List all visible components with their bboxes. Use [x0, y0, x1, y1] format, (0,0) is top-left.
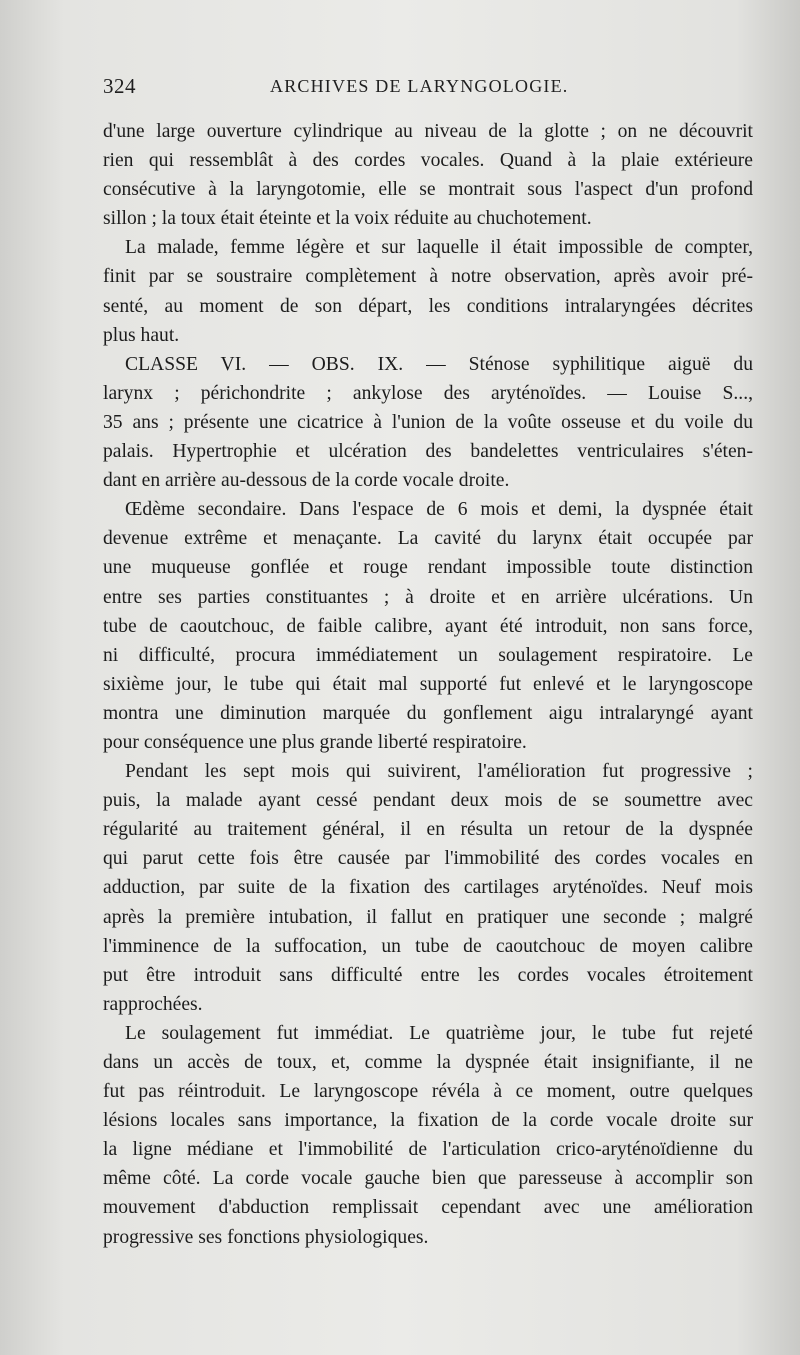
text-line: devenue extrême et menaçante. La cavité du larynx était occupée par — [103, 528, 753, 550]
text-line: palais. Hypertrophie et ulcération des bandelettes ventriculaires s'éten- — [103, 441, 753, 463]
text-line: même côté. La corde vocale gauche bien que paresseuse à accomplir son — [103, 1168, 753, 1190]
text-line: régularité au traitement général, il en résulta un retour de la dyspnée — [103, 819, 753, 841]
text-line: consécutive à la laryngotomie, elle se montrait sous l'aspect d'un profond — [103, 179, 753, 201]
text-line: après la première intubation, il fallut en pratiquer une seconde ; malgré — [103, 906, 753, 928]
text-line: sixième jour, le tube qui était mal supporté fut enlevé et le laryngoscope — [103, 673, 753, 695]
text-line: une muqueuse gonflée et rouge rendant impossible toute distinction — [103, 557, 753, 579]
body-text — [103, 117, 753, 1252]
page-number: 324 — [103, 74, 136, 98]
text-line: Le soulagement fut immédiat. Le quatrième jour, le tube fut rejeté — [125, 1022, 753, 1044]
text-line: senté, au moment de son départ, les conditions intralaryngées décrites — [103, 295, 753, 317]
text-line: qui parut cette fois être causée par l'immobilité des cordes vocales en — [103, 848, 753, 870]
text-line: l'imminence de la suffocation, un tube de caoutchouc de moyen calibre — [103, 935, 753, 957]
text-line: lésions locales sans importance, la fixation de la corde vocale droite sur — [103, 1110, 753, 1132]
text-line: put être introduit sans difficulté entre les cordes vocales étroitement — [103, 964, 753, 986]
text-line: dans un accès de toux, et, comme la dyspnée était insignifiante, il ne — [103, 1052, 753, 1073]
text-line: la ligne médiane et l'immobilité de l'articulation crico-aryténoïdienne du — [103, 1139, 753, 1161]
observation-heading: CLASSE VI. — OBS. IX. — Sténose syphilitique aiguë du — [125, 353, 753, 375]
text-line: plus haut. — [103, 324, 180, 346]
text-line: tube de caoutchouc, de faible calibre, ayant été introduit, non sans force, — [103, 615, 753, 637]
text-line: La malade, femme légère et sur laquelle il était impossible de compter, — [125, 237, 753, 259]
text-line: entre ses parties constituantes ; à droite et en arrière ulcérations. Un — [103, 586, 753, 608]
journal-title: ARCHIVES DE LARYNGOLOGIE. — [270, 76, 569, 96]
text-line: ni difficulté, procura immédiatement un soulagement respiratoire. Le — [103, 644, 753, 666]
text-line: fut pas réintroduit. Le laryngoscope révéla à ce moment, outre quelques — [103, 1081, 753, 1103]
text-line: finit par se soustraire complètement à notre observation, après avoir pré- — [103, 266, 753, 288]
text-line: dant en arrière au-dessous de la corde vocale droite. — [103, 470, 510, 492]
text-line: pour conséquence une plus grande liberté respiratoire. — [103, 731, 527, 753]
text-line: d'une large ouverture cylindrique au niveau de la glotte ; on ne découvrit — [103, 121, 753, 142]
text-line: montra une diminution marquée du gonflement aigu intralaryngé ayant — [103, 702, 753, 724]
text-line: progressive ses fonctions physiologiques. — [103, 1226, 429, 1248]
text-line: sillon ; la toux était éteinte et la voix réduite au chuchotement. — [103, 208, 592, 230]
text-line: mouvement d'abduction remplissait cependant avec une amélioration — [103, 1197, 753, 1219]
text-line: rien qui ressemblât à des cordes vocales. Quand à la plaie extérieure — [103, 150, 753, 172]
text-line: Œdème secondaire. Dans l'espace de 6 mois et demi, la dyspnée était — [125, 499, 753, 521]
text-line: larynx ; périchondrite ; ankylose des aryténoïdes. — Louise S..., — [103, 382, 753, 404]
text-line: rapprochées. — [103, 993, 203, 1015]
text-line: Pendant les sept mois qui suivirent, l'amélioration fut progressive ; — [125, 761, 753, 783]
text-line: adduction, par suite de la fixation des cartilages aryténoïdes. Neuf mois — [103, 877, 753, 899]
text-line: 35 ans ; présente une cicatrice à l'union de la voûte osseuse et du voile du — [103, 411, 753, 433]
text-line: puis, la malade ayant cessé pendant deux mois de se soumettre avec — [103, 790, 753, 812]
running-head — [103, 74, 753, 104]
